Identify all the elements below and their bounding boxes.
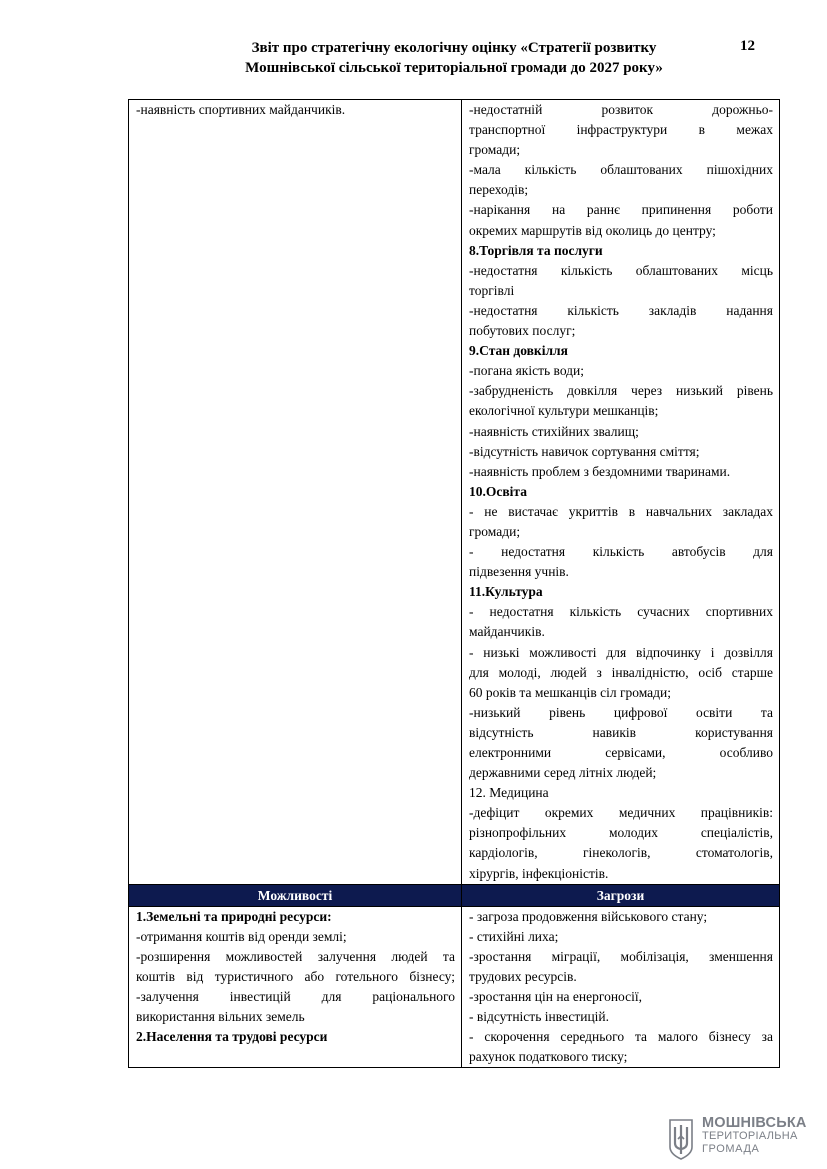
list-item: державними серед літніх людей;: [469, 765, 657, 781]
list-item: рахунок податкового тиску;: [469, 1049, 628, 1065]
list-item: 10.Освіта: [469, 483, 527, 499]
list-item: 12. Медицина: [469, 785, 549, 801]
page-number: 12: [740, 38, 755, 54]
list-item: 60 років та мешканців сіл громади;: [469, 684, 672, 700]
page-header: [128, 38, 780, 78]
list-item: 1.Земельні та природні ресурси:: [136, 908, 332, 924]
list-item: трудових ресурсів.: [469, 968, 577, 984]
opportunities-list: [136, 907, 455, 1048]
list-item: 9.Стан довкілля: [469, 343, 568, 359]
list-item: побутових послуг;: [469, 323, 576, 339]
threats-cell: [462, 906, 780, 1068]
list-item: -зростання цін на енергоносії,: [469, 989, 643, 1005]
list-item: - загроза продовження військового стану;: [469, 908, 708, 924]
list-item: громади;: [469, 142, 521, 158]
opportunities-threats-row: [129, 906, 780, 1068]
list-item: -забрудненість довкілля через низький рівень: [469, 383, 773, 399]
list-item: -недостатній розвиток дорожньо-: [469, 102, 773, 117]
list-item: підвезення учнів.: [469, 564, 569, 580]
community-logo: [666, 1114, 816, 1164]
list-item: - стихійні лиха;: [469, 928, 559, 944]
list-item: -недостатня кількість облаштованих місць: [469, 262, 773, 278]
logo-line-1: МОШНІВСЬКА: [702, 1115, 807, 1131]
list-item: -наявність стихійних звалищ;: [469, 423, 639, 439]
strengths-cell: [129, 100, 462, 885]
list-item: - недостатня кількість автобусів для: [469, 544, 773, 560]
list-item: -дефіцит окремих медичних працівників:: [469, 805, 773, 821]
swot-table: [128, 99, 780, 1068]
list-item: -залучення інвестицій для раціонального: [136, 989, 455, 1005]
list-item: екологічної культури мешканців;: [469, 403, 659, 419]
list-item: -погана якість води;: [469, 363, 585, 379]
trident-emblem-icon: [666, 1117, 696, 1161]
list-item: використання вільних земель: [136, 1009, 305, 1025]
list-item: майданчиків.: [469, 624, 545, 640]
list-item: відсутність навиків користування: [469, 724, 773, 740]
list-item: 11.Культура: [469, 584, 543, 600]
header-title-line-1: Звіт про стратегічну екологічну оцінку «Стратегії розвитку: [251, 40, 657, 56]
list-item: -розширення можливостей залучення людей та: [136, 948, 455, 964]
list-item: - скорочення середнього та малого бізнесу за: [469, 1029, 773, 1045]
list-item: -низький рівень цифрової освіти та: [469, 704, 773, 720]
opportunities-cell: [129, 906, 462, 1068]
list-item: транспортної інфраструктури в межах: [469, 122, 773, 138]
list-item: електронними сервісами, особливо: [469, 745, 773, 760]
list-item: різнопрофільних молодих спеціалістів,: [469, 825, 773, 841]
table-header-row: [129, 884, 780, 906]
list-item: окремих маршрутів від околиць до центру;: [469, 222, 716, 238]
logo-line-3: ГРОМАДА: [702, 1143, 760, 1155]
list-item: кардіологів, гінекологів, стоматологів,: [469, 845, 773, 861]
list-item: торгівлі: [469, 282, 515, 298]
list-item: - низькі можливості для відпочинку і дозвілля: [469, 644, 773, 660]
list-item: коштів від туристичного або готельного бізнесу;: [136, 968, 455, 984]
threats-header: Загрози: [462, 884, 780, 906]
weaknesses-list: [469, 100, 773, 884]
header-title-line-2: Мошнівської сільської територіальної громади до 2027 року»: [245, 60, 663, 76]
logo-line-2: ТЕРИТОРІАЛЬНА: [702, 1130, 798, 1142]
threats-list: [469, 907, 773, 1068]
list-item: - відсутність інвестицій.: [469, 1009, 610, 1025]
list-item: -недостатня кількість закладів надання: [469, 302, 773, 318]
list-item: -мала кількість облаштованих пішохідних: [469, 162, 773, 178]
logo-text: [702, 1117, 807, 1156]
list-item: - недостатня кількість сучасних спортивних: [469, 604, 773, 620]
list-item: -відсутність навичок сортування сміття;: [469, 443, 700, 459]
list-item: 8.Торгівля та послуги: [469, 242, 603, 258]
list-item: для молоді, людей з інвалідністю, осіб старше: [469, 664, 773, 680]
list-item: -наявність проблем з бездомними тваринами.: [469, 463, 731, 479]
strength-item: -наявність спортивних майданчиків.: [136, 102, 346, 117]
list-item: - не вистачає укриттів в навчальних закладах: [469, 503, 773, 519]
list-item: 2.Населення та трудові ресурси: [136, 1029, 328, 1045]
list-item: переходів;: [469, 182, 529, 198]
list-item: -отримання коштів від оренди землі;: [136, 928, 347, 944]
list-item: -нарікання на раннє припинення роботи: [469, 202, 773, 218]
list-item: хірургів, інфекціоністів.: [469, 865, 609, 881]
weaknesses-cell: [462, 100, 780, 885]
weaknesses-continuation-row: [129, 100, 780, 885]
opportunities-header: Можливості: [129, 884, 462, 906]
list-item: -зростання міграції, мобілізація, зменшення: [469, 948, 773, 964]
list-item: громади;: [469, 523, 521, 539]
